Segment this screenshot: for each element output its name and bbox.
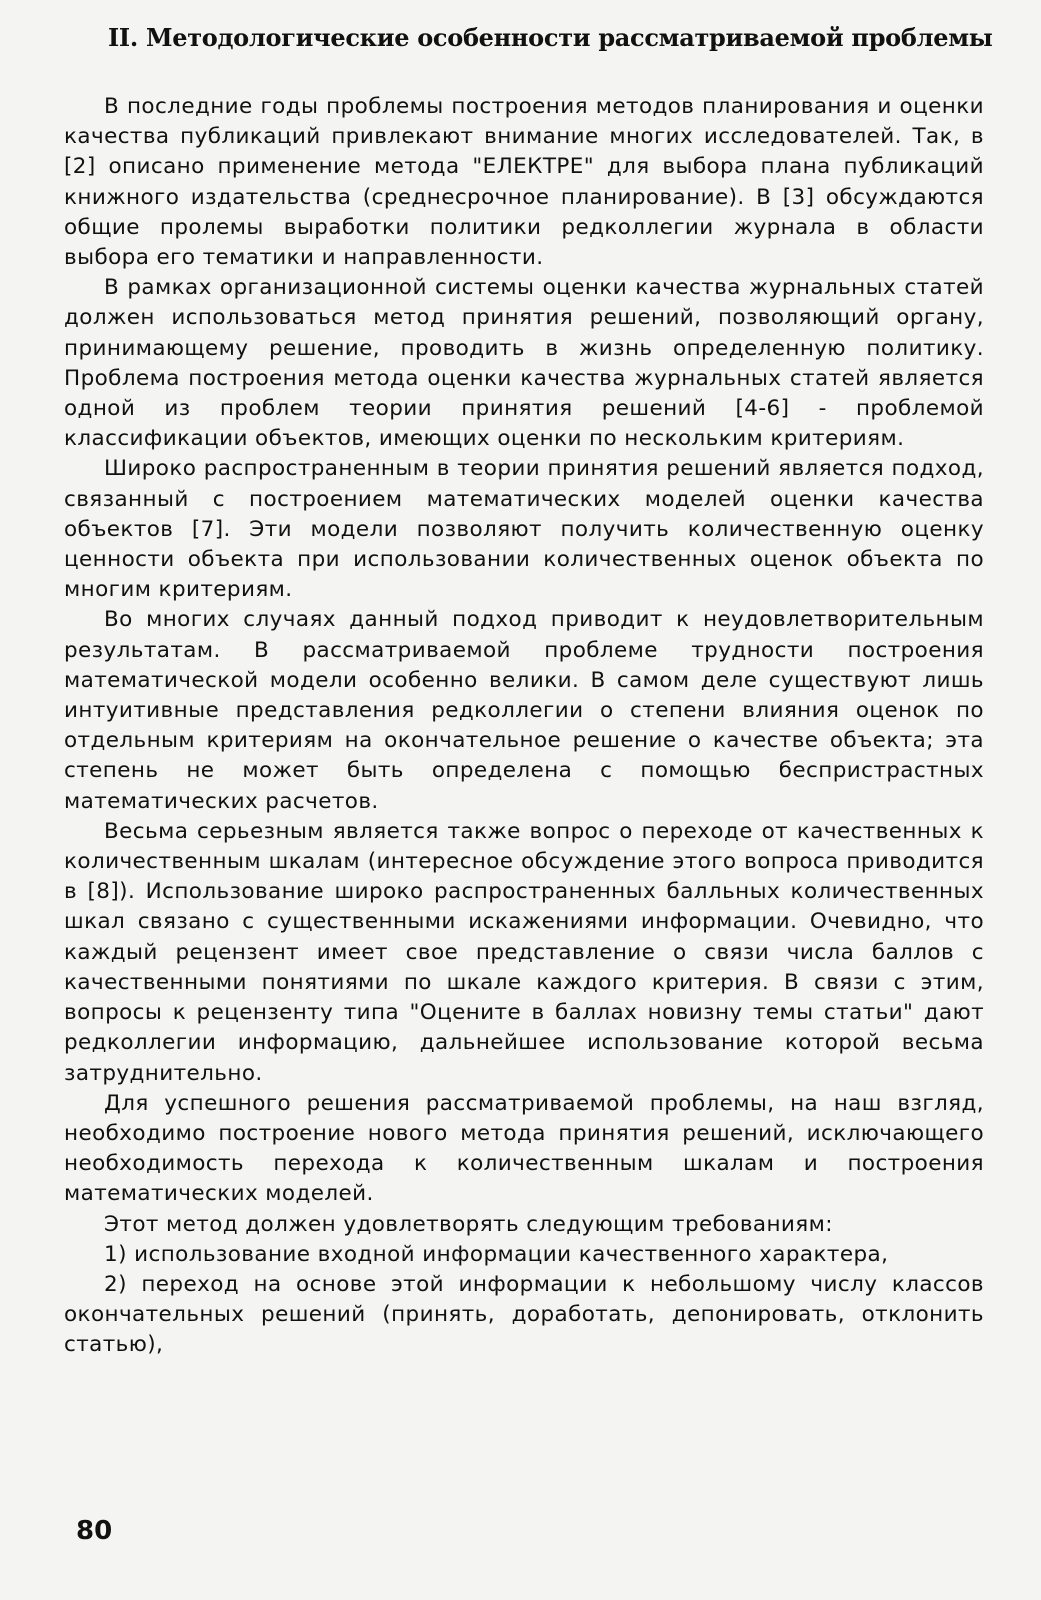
paragraph-intro: В последние годы проблемы построения методов планирования и оценки качества публикаций привлекают внимание многих исследователей. Так, в [2] описано применение метода "ЕЛЕКТРЕ" для выбора плана публикаций книжного издательства (среднесрочное планирование). В [3] обсуждаются общие пролемы выработки политики редколлегии журнала в области выбора его тематики и направленности. (64, 94, 984, 271)
section-heading: II. Методологические особенности рассматриваемой проблемы (108, 23, 993, 52)
page-number: 80 (76, 1516, 113, 1546)
paragraph-scales: Весьма серьезным является также вопрос о переходе от качественных к количественным шкалам (интересное обсуждение этого вопроса приводится в [8]). Использование широко распространенных балльных количественных шкал связано с существенными искажениями информации. Очевидно, что каждый рецензент имеет свое представление о связи числа баллов с качественными понятиями по шкале каждого критерия. В связи с этим, вопросы к рецензенту типа "Оцените в баллах новизну темы статьи" дают редколлегии информацию, дальнейшее использование которой весьма затруднительно. (64, 818, 984, 1086)
requirement-item-2: 2) переход на основе этой информации к небольшому числу классов окончательных решений (принять, доработать, депонировать, отклонить статью), (64, 1271, 984, 1358)
paragraph-new-method: Для успешного решения рассматриваемой проблемы, на наш взгляд, необходимо построение нового метода принятия решений, исключающего необходимость перехода к количественным шкалам и построения математических моделей. (64, 1090, 984, 1207)
body-text (64, 92, 984, 1361)
paragraph-math-models: Широко распространенным в теории принятия решений является подход, связанный с построением математических моделей оценки качества объектов [7]. Эти модели позволяют получить количественную оценку ценности объекта при использовании количественных оценок объекта по многим критериям. (64, 456, 984, 603)
paragraph-organizational-system: В рамках организационной системы оценки качества журнальных статей должен использоваться метод принятия решений, позволяющий органу, принимающему решение, проводить в жизнь определенную политику. Проблема построения метода оценки качества журнальных статей является одной из проблем теории принятия решений [4-6] - проблемой классификации объектов, имеющих оценки по нескольким критериям. (64, 275, 984, 452)
paragraph-requirements-intro: Этот метод должен удовлетворять следующим требованиям: (104, 1211, 833, 1237)
paragraph-unsatisfactory-results: Во многих случаях данный подход приводит к неудовлетворительным результатам. В рассматриваемой проблеме трудности построения математической модели особенно велики. В самом деле существуют лишь интуитивные представления редколлегии о степени влияния оценок по отдельным критериям на окончательное решение о качестве объекта; эта степень не может быть определена с помощью беспристрастных математических расчетов. (64, 607, 984, 814)
requirement-item-1: 1) использование входной информации качественного характера, (104, 1241, 889, 1267)
